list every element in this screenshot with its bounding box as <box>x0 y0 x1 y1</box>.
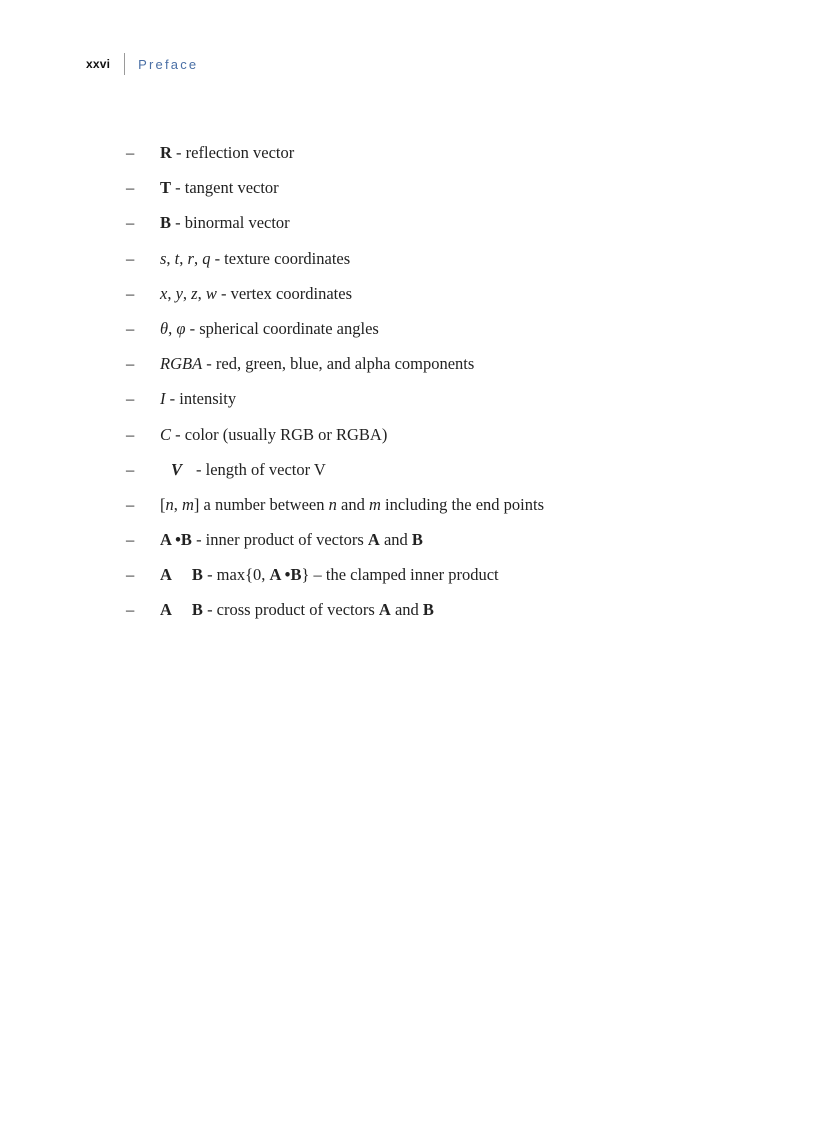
symbol-phi: φ <box>176 318 186 338</box>
symbol: T <box>160 178 172 198</box>
symbol-a: A <box>378 600 391 620</box>
symbol-a: A <box>160 600 172 620</box>
symbol-s: s <box>160 248 167 268</box>
separator: , <box>167 283 176 303</box>
list-dash: – <box>126 494 135 514</box>
symbol: B <box>160 213 172 233</box>
symbol-y: y <box>175 283 183 303</box>
description: - tangent vector <box>171 178 279 198</box>
list-dash: – <box>126 424 135 444</box>
list-dash: – <box>126 143 135 162</box>
symbol: RGBA <box>160 354 203 374</box>
symbol: I <box>160 389 166 409</box>
separator: , <box>166 248 175 268</box>
header-divider <box>124 53 125 75</box>
symbol-m: m <box>182 494 194 514</box>
list-dash: – <box>126 354 135 374</box>
symbol-a: A <box>160 530 172 550</box>
notation-list <box>126 142 544 635</box>
symbol-a: A <box>367 530 380 550</box>
list-dash: – <box>126 283 135 303</box>
description: a number between <box>199 494 329 514</box>
description: - texture coordinates <box>210 248 351 268</box>
description: - cross product of vectors <box>202 600 379 620</box>
list-dash: – <box>126 600 135 620</box>
list-item-texture-coordinates <box>126 248 544 283</box>
symbol-t: t <box>174 248 180 268</box>
separator: , <box>179 248 188 268</box>
separator: , <box>168 318 177 338</box>
symbol-a: A <box>160 565 172 585</box>
page-number: xxvi <box>86 57 111 71</box>
description: - color (usually RGB or RGBA) <box>171 424 388 444</box>
list-item-clamped-inner-product <box>126 564 544 599</box>
description: - binormal vector <box>171 213 290 233</box>
list-dash: – <box>126 459 135 479</box>
list-dash: – <box>126 318 135 338</box>
description: - red, green, blue, and alpha components <box>202 354 475 374</box>
description: } – the clamped inner product <box>301 565 499 585</box>
symbol-q: q <box>202 248 211 268</box>
symbol-x: x <box>160 283 168 303</box>
list-dash: – <box>126 178 135 198</box>
list-item-color <box>126 424 544 459</box>
list-dash: – <box>126 213 135 233</box>
symbol-b: B <box>191 600 203 620</box>
section-title: Preface <box>138 56 199 72</box>
symbol: C <box>160 424 172 444</box>
description: - vertex coordinates <box>216 283 352 303</box>
list-dash: – <box>126 530 135 550</box>
separator: , <box>182 283 192 303</box>
symbol-r: r <box>187 248 194 268</box>
symbol-b: B <box>180 530 192 550</box>
list-item-binormal <box>126 212 544 247</box>
description: - max{0, <box>202 565 270 585</box>
description: including the end points <box>380 494 545 514</box>
separator: , <box>197 283 206 303</box>
list-item-reflection <box>126 142 544 177</box>
symbol-n: n <box>165 494 174 514</box>
symbol-m: m <box>368 494 381 514</box>
list-item-spherical-angles <box>126 318 544 353</box>
dot-operator: • <box>171 530 181 550</box>
description: - length of vector V <box>196 459 326 479</box>
list-dash: – <box>126 248 135 268</box>
symbol-a: A <box>269 565 281 585</box>
symbol-b: B <box>290 565 302 585</box>
description: and <box>336 494 369 514</box>
symbol-n: n <box>328 494 337 514</box>
bracket-open: [ <box>160 494 166 514</box>
symbol-z: z <box>191 283 198 303</box>
list-item-vertex-coordinates <box>126 283 544 318</box>
description: - reflection vector <box>171 143 295 162</box>
list-item-inner-product <box>126 529 544 564</box>
separator: , <box>173 494 182 514</box>
symbol-w: w <box>205 283 217 303</box>
description: and <box>379 530 412 550</box>
list-item-range <box>126 494 544 529</box>
description: - spherical coordinate angles <box>185 318 379 338</box>
list-item-tangent <box>126 177 544 212</box>
symbol: V <box>171 459 183 479</box>
list-item-vector-length <box>126 459 544 494</box>
separator: , <box>193 248 203 268</box>
description: - intensity <box>165 389 237 409</box>
list-dash: – <box>126 389 135 409</box>
symbol-b: B <box>411 530 423 550</box>
symbol-b: B <box>191 565 203 585</box>
symbol-theta: θ <box>160 318 169 338</box>
list-item-cross-product <box>126 599 544 634</box>
description: and <box>390 600 423 620</box>
bracket-close: ] <box>193 494 200 514</box>
symbol-b: B <box>422 600 434 620</box>
dot-operator: • <box>280 565 291 585</box>
description: - inner product of vectors <box>191 530 368 550</box>
running-head <box>86 53 198 75</box>
list-item-intensity <box>126 388 544 423</box>
list-dash: – <box>126 565 135 585</box>
symbol: R <box>160 143 172 162</box>
list-item-rgba <box>126 353 544 388</box>
